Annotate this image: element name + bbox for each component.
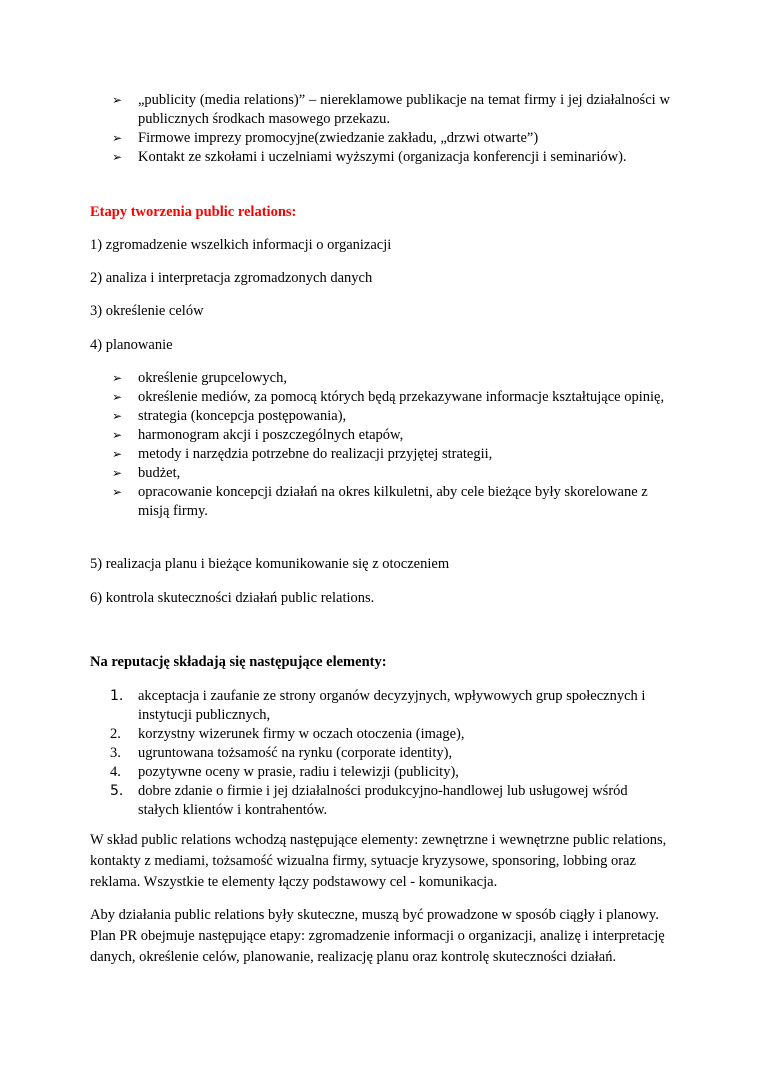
- list-item: ➢ określenie mediów, za pomocą których będą przekazywane informacje kształtujące opinię,: [112, 389, 665, 405]
- arrow-bullet-icon: ➢: [112, 390, 123, 404]
- body-paragraph: Aby działania public relations były skuteczne, muszą być prowadzone w sposób ciągły i planowy. Plan PR obejmuje następujące etapy: zgromadzenie informacji o organizacji, analizę i interpretację danych, określenie celów, planowanie, realizację planu oraz kontrolę skuteczności działań.: [90, 907, 665, 965]
- stage-line: 4) planowanie: [90, 337, 173, 353]
- arrow-bullet-icon: ➢: [112, 466, 123, 480]
- list-item: 2. korzystny wizerunek firmy w oczach otoczenia (image),: [110, 726, 465, 742]
- stage-line: 1) zgromadzenie wszelkich informacji o organizacji: [90, 237, 392, 253]
- stage-line: 6) kontrola skuteczności działań public relations.: [90, 590, 375, 606]
- body-paragraph: W skład public relations wchodzą następujące elementy: zewnętrzne i wewnętrzne public relations, kontakty z mediami, tożsamość wizualna firmy, sytuacje kryzysowe, sponsoring, lobbing oraz reklama. Wszystkie te elementy łączy podstawowy cel - komunikacja.: [90, 832, 667, 890]
- list-item: ➢ Kontakt ze szkołami i uczelniami wyższymi (organizacja konferencji i seminariów).: [112, 149, 627, 165]
- stage-line: 2) analiza i interpretacja zgromadzonych danych: [90, 270, 373, 286]
- list-item: ➢ budżet,: [112, 465, 181, 481]
- list-item: ➢ określenie grupcelowych,: [112, 370, 287, 386]
- arrow-bullet-icon: ➢: [112, 131, 123, 145]
- list-item: ➢ harmonogram akcji i poszczególnych etapów,: [112, 427, 404, 443]
- top-bullet-list: [90, 91, 670, 167]
- arrow-bullet-icon: ➢: [112, 371, 123, 385]
- planning-bullet-list: [90, 369, 670, 521]
- stage-line: 3) określenie celów: [90, 303, 204, 319]
- stages-heading: Etapy tworzenia public relations:: [90, 204, 297, 220]
- reputation-heading: Na reputację składają się następujące elementy:: [90, 654, 387, 670]
- arrow-bullet-icon: ➢: [112, 447, 123, 461]
- stage-line: 5) realizacja planu i bieżące komunikowanie się z otoczeniem: [90, 556, 450, 572]
- arrow-bullet-icon: ➢: [112, 150, 123, 164]
- arrow-bullet-icon: ➢: [112, 93, 123, 107]
- list-item: ➢ Firmowe imprezy promocyjne(zwiedzanie zakładu, „drzwi otwarte”): [112, 130, 539, 146]
- list-item: 5. dobre zdanie o firmie i jej działalności produkcyjno-handlowej lub usługowej wśród stałych klientów i kontrahentów.: [110, 783, 628, 818]
- list-item: ➢ „publicity (media relations)” – niereklamowe publikacje na temat firmy i jej działalności w publicznych środkach masowego przekazu.: [112, 92, 670, 127]
- list-item: ➢ metody i narzędzia potrzebne do realizacji przyjętej strategii,: [112, 446, 493, 462]
- list-item: 4. pozytywne oceny w prasie, radiu i telewizji (publicity),: [110, 764, 459, 780]
- list-item: 1. akceptacja i zaufanie ze strony organów decyzyjnych, wpływowych grup społecznych i instytucji publicznych,: [110, 688, 646, 723]
- list-item: ➢ opracowanie koncepcji działań na okres kilkuletni, aby cele bieżące były skorelowane z misją firmy.: [112, 484, 648, 519]
- list-item: 3. ugruntowana tożsamość na rynku (corporate identity),: [110, 745, 453, 761]
- reputation-numbered-list: [90, 687, 670, 820]
- list-item: ➢ strategia (koncepcja postępowania),: [112, 408, 347, 424]
- arrow-bullet-icon: ➢: [112, 485, 123, 499]
- arrow-bullet-icon: ➢: [112, 409, 123, 423]
- arrow-bullet-icon: ➢: [112, 428, 123, 442]
